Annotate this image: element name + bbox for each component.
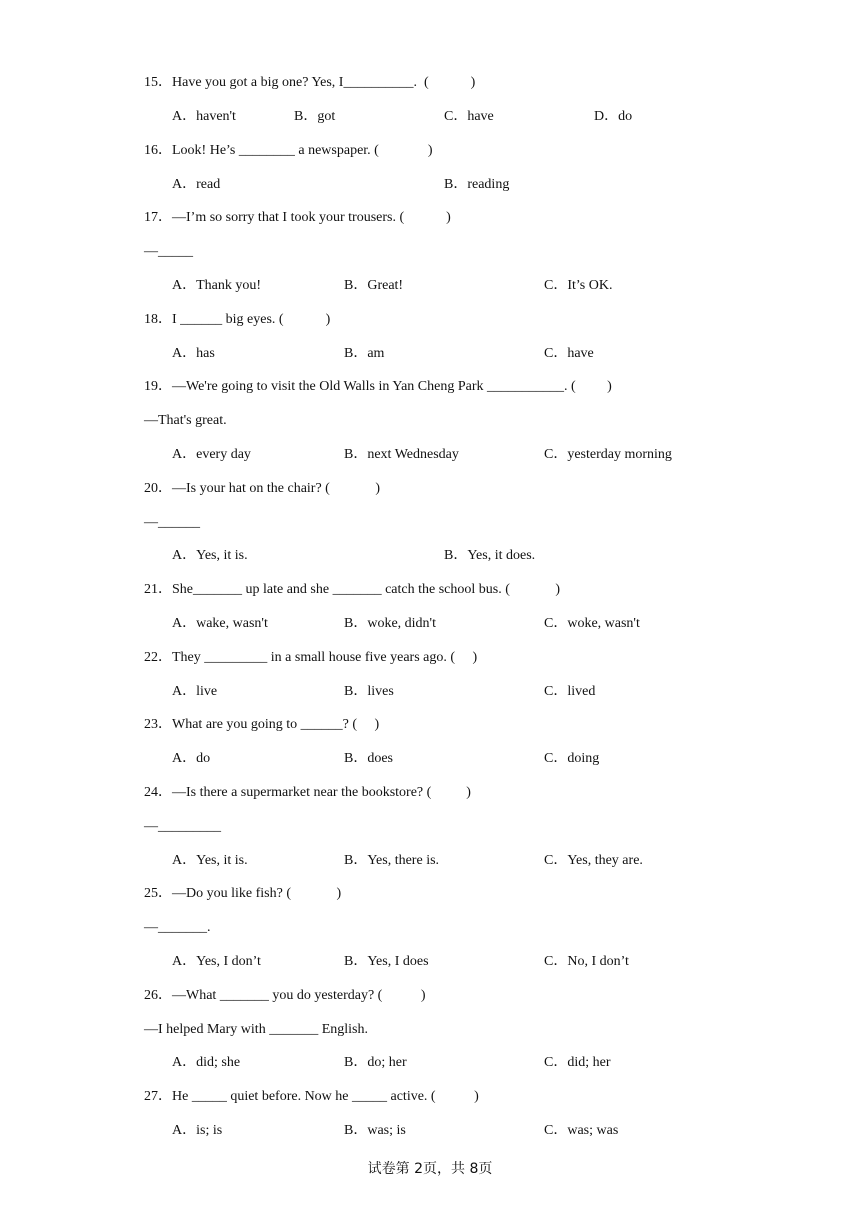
option-c: C．It’s OK. [544, 278, 613, 293]
question-24: 24．—Is there a supermarket near the bookstore? ( ) [144, 785, 471, 800]
options-24 [144, 852, 824, 870]
question-17: 17．—I’m so sorry that I took your trousers. ( ) [144, 210, 451, 225]
option-b: B．was; is [344, 1123, 406, 1138]
option-b: B．got [294, 109, 336, 124]
option-d: D．do [594, 109, 633, 124]
option-b: B．am [344, 346, 385, 361]
question-25: 25．—Do you like fish? ( ) [144, 886, 342, 901]
answer-line-26: —I helped Mary with _______ English. [144, 1022, 368, 1037]
option-b: B．lives [344, 684, 394, 699]
option-a: A．live [172, 684, 218, 699]
options-20 [144, 547, 824, 565]
option-c: C．lived [544, 684, 596, 699]
options-15 [144, 108, 824, 126]
options-22 [144, 683, 824, 701]
option-c: C．have [544, 346, 594, 361]
option-a: A．haven't [172, 109, 236, 124]
option-b: B．Great! [344, 278, 404, 293]
question-27: 27．He _____ quiet before. Now he _____ active. ( ) [144, 1089, 479, 1104]
answer-line-25: —_______. [144, 920, 211, 935]
answer-line-20: —______ [144, 515, 200, 530]
option-a: A．is; is [172, 1123, 223, 1138]
options-17 [144, 277, 824, 295]
option-a: A．wake, wasn't [172, 616, 268, 631]
page-footer: 试卷第 2页，共 8页 [367, 1161, 493, 1177]
question-26: 26．—What _______ you do yesterday? ( ) [144, 988, 426, 1003]
answer-line-24: —_________ [144, 819, 221, 834]
answer-line-17: —_____ [144, 244, 193, 259]
options-25 [144, 953, 824, 971]
option-a: A．has [172, 346, 215, 361]
option-b: B．woke, didn't [344, 616, 436, 631]
option-c: C．woke, wasn't [544, 616, 640, 631]
question-23: 23．What are you going to ______? ( ) [144, 717, 380, 732]
option-b: B．Yes, there is. [344, 853, 440, 868]
option-c: C．yesterday morning [544, 447, 672, 462]
option-a: A．Thank you! [172, 278, 262, 293]
option-b: B．reading [444, 177, 510, 192]
question-15: 15．Have you got a big one? Yes, I__________. ( ) [144, 75, 476, 90]
option-c: C．was; was [544, 1123, 619, 1138]
option-c: C．doing [544, 751, 600, 766]
options-27 [144, 1122, 824, 1140]
option-b: B．next Wednesday [344, 447, 459, 462]
options-16 [144, 176, 824, 194]
option-a: A．did; she [172, 1055, 241, 1070]
option-c: C．No, I don’t [544, 954, 629, 969]
options-18 [144, 345, 824, 363]
option-c: C．did; her [544, 1055, 611, 1070]
options-23 [144, 750, 824, 768]
option-c: C．have [444, 109, 494, 124]
option-a: A．Yes, it is. [172, 853, 248, 868]
question-16: 16．Look! He’s ________ a newspaper. ( ) [144, 143, 433, 158]
option-a: A．Yes, I don’t [172, 954, 261, 969]
question-21: 21．She_______ up late and she _______ catch the school bus. ( ) [144, 582, 561, 597]
question-20: 20．—Is your hat on the chair? ( ) [144, 481, 380, 496]
option-c: C．Yes, they are. [544, 853, 643, 868]
question-18: 18．I ______ big eyes. ( ) [144, 312, 331, 327]
option-b: B．Yes, I does [344, 954, 429, 969]
option-b: B．Yes, it does. [444, 548, 536, 563]
options-21 [144, 615, 824, 633]
option-a: A．every day [172, 447, 251, 462]
option-a: A．read [172, 177, 221, 192]
option-b: B．do; her [344, 1055, 407, 1070]
option-a: A．Yes, it is. [172, 548, 248, 563]
question-22: 22．They _________ in a small house five years ago. ( ) [144, 650, 478, 665]
question-19: 19．—We're going to visit the Old Walls in Yan Cheng Park ___________. ( ) [144, 379, 612, 394]
options-26 [144, 1054, 824, 1072]
option-a: A．do [172, 751, 211, 766]
option-b: B．does [344, 751, 393, 766]
answer-line-19: —That's great. [144, 413, 227, 428]
options-19 [144, 446, 824, 464]
